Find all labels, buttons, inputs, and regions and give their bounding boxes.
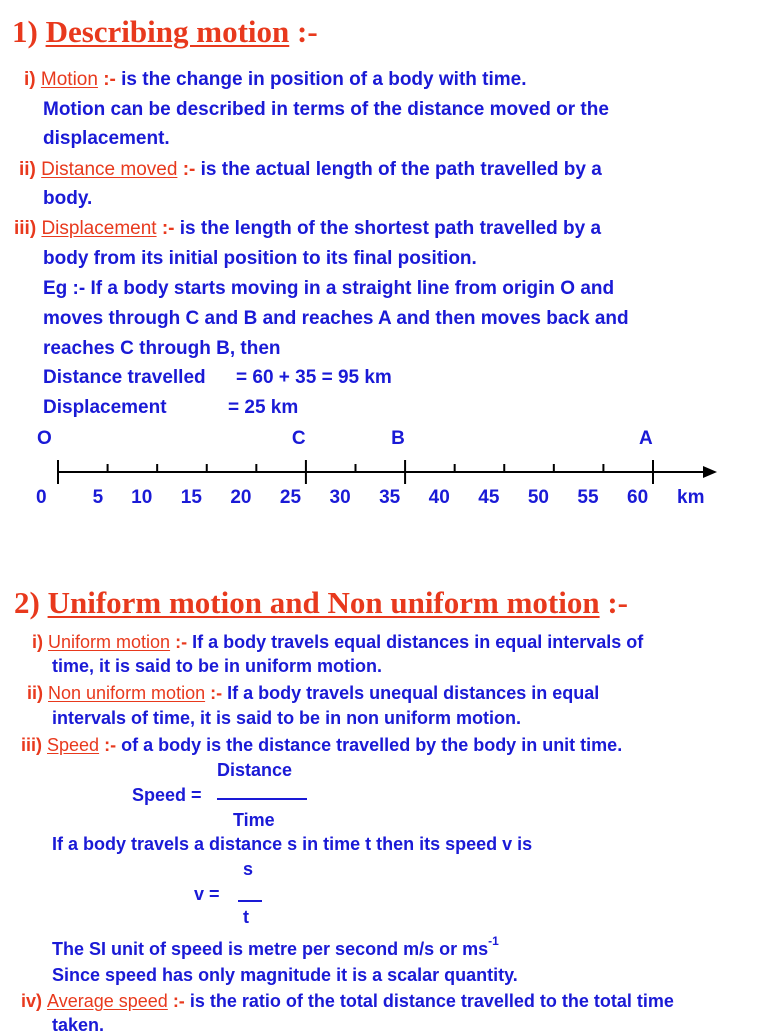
- section1-number: 1): [12, 14, 38, 49]
- tick-label-45: 45: [478, 487, 500, 508]
- tick-label-40: 40: [428, 487, 450, 508]
- speed-term: Speed: [47, 735, 100, 755]
- average-marker: iv): [21, 991, 43, 1011]
- section2-suffix: :-: [607, 585, 628, 620]
- motion-line2: Motion can be described in terms of the distance moved or the: [43, 99, 609, 120]
- uniform-text: If a body travels equal distances in equal intervals of: [192, 632, 644, 652]
- displacement-term: Displacement: [41, 218, 157, 239]
- tick-label-35: 35: [379, 487, 401, 508]
- displacement-text: is the length of the shortest path travelled by a: [179, 218, 602, 239]
- nonuniform-definition: [27, 683, 599, 704]
- example-line2: moves through C and B and reaches A and then moves back and: [43, 308, 629, 329]
- tick-label-15: 15: [180, 487, 202, 508]
- speed-formula-denominator: Time: [233, 810, 275, 830]
- point-label-c: C: [291, 428, 306, 449]
- motion-text: is the change in position of a body with time.: [121, 69, 527, 90]
- v-formula-numerator: s: [243, 859, 254, 879]
- uniform-term: Uniform motion: [48, 632, 171, 652]
- average-term: Average speed: [47, 991, 168, 1011]
- displacement-sep: :-: [161, 218, 175, 239]
- average-line2: taken.: [52, 1015, 105, 1035]
- section1-suffix: :-: [297, 14, 318, 49]
- nonuniform-term: Non uniform motion: [48, 683, 206, 703]
- displacement-line2: body from its initial position to its final position.: [43, 248, 477, 269]
- tick-label-60: 60: [627, 487, 649, 508]
- axis-unit-label: km: [677, 487, 705, 508]
- tick-label-5: 5: [92, 487, 104, 508]
- section1-heading: [12, 14, 318, 50]
- tick-label-25: 25: [279, 487, 302, 508]
- uniform-sep: :-: [175, 632, 188, 652]
- distance-travelled-value: = 60 + 35 = 95 km: [236, 367, 392, 388]
- distance-sep: :-: [182, 159, 196, 180]
- v-formula-lhs: v =: [194, 884, 220, 904]
- distance-definition: [19, 159, 602, 181]
- uniform-marker: i): [32, 632, 43, 652]
- uniform-definition: [32, 632, 643, 653]
- distance-text: is the actual length of the path travelled by a: [200, 159, 602, 180]
- si-unit-line: [52, 934, 499, 960]
- nonuniform-line2: intervals of time, it is said to be in non uniform motion.: [52, 708, 522, 728]
- speed-definition: [21, 735, 622, 756]
- average-speed-definition: [21, 991, 674, 1012]
- nonuniform-text: If a body travels unequal distances in equal: [227, 683, 600, 703]
- motion-marker: i): [24, 69, 36, 90]
- nonuniform-marker: ii): [27, 683, 43, 703]
- speed-marker: iii): [21, 735, 42, 755]
- point-label-o: O: [37, 428, 52, 449]
- v-formula-denominator: t: [243, 907, 249, 927]
- tick-label-55: 55: [577, 487, 599, 508]
- average-text: is the ratio of the total distance travelled to the total time: [189, 991, 674, 1011]
- displacement-definition: [14, 218, 601, 240]
- axis-arrow-head: [703, 466, 717, 478]
- si-unit-text: The SI unit of speed is metre per second m/s or ms: [52, 939, 489, 959]
- tick-label-10: 10: [131, 487, 153, 508]
- motion-line3: displacement.: [43, 128, 170, 149]
- nonuniform-sep: :-: [210, 683, 223, 703]
- motion-sep: :-: [103, 69, 116, 90]
- tick-marks: [58, 460, 653, 484]
- distance-travelled-label: Distance travelled: [43, 367, 206, 388]
- distance-term: Distance moved: [41, 159, 178, 180]
- tick-label-30: 30: [329, 487, 351, 508]
- speed-formula-numerator: Distance: [217, 760, 293, 780]
- speed-fraction-bar: [217, 798, 307, 800]
- point-label-a: A: [639, 428, 653, 449]
- si-unit-exponent: -1: [488, 934, 499, 948]
- section2-title: Uniform motion and Non uniform motion: [47, 585, 600, 620]
- section1-title: Describing motion: [45, 14, 290, 49]
- section2-heading: [14, 585, 628, 621]
- distance-marker: ii): [19, 159, 36, 180]
- point-label-b: B: [391, 428, 405, 449]
- uniform-line2: time, it is said to be in uniform motion.: [52, 656, 383, 676]
- motion-term: Motion: [40, 69, 98, 90]
- tick-label-0: 0: [36, 487, 47, 508]
- displacement-marker: iii): [14, 218, 37, 239]
- example-line1: Eg :- If a body starts moving in a straight line from origin O and: [43, 278, 615, 299]
- speed-line2: If a body travels a distance s in time t then its speed v is: [52, 834, 533, 854]
- motion-definition: [24, 69, 527, 91]
- example-line3: reaches C through B, then: [43, 338, 281, 359]
- scalar-line: Since speed has only magnitude it is a scalar quantity.: [52, 965, 518, 985]
- speed-text: of a body is the distance travelled by the body in unit time.: [121, 735, 623, 755]
- speed-formula-lhs: Speed =: [132, 785, 202, 805]
- displacement-label: Displacement: [43, 397, 167, 418]
- distance-line2: body.: [43, 188, 93, 209]
- average-sep: :-: [172, 991, 185, 1011]
- v-fraction-bar: [238, 900, 262, 902]
- speed-sep: :-: [104, 735, 117, 755]
- tick-label-20: 20: [230, 487, 252, 508]
- tick-label-50: 50: [527, 487, 549, 508]
- displacement-value: = 25 km: [228, 397, 299, 418]
- section2-number: 2): [14, 585, 40, 620]
